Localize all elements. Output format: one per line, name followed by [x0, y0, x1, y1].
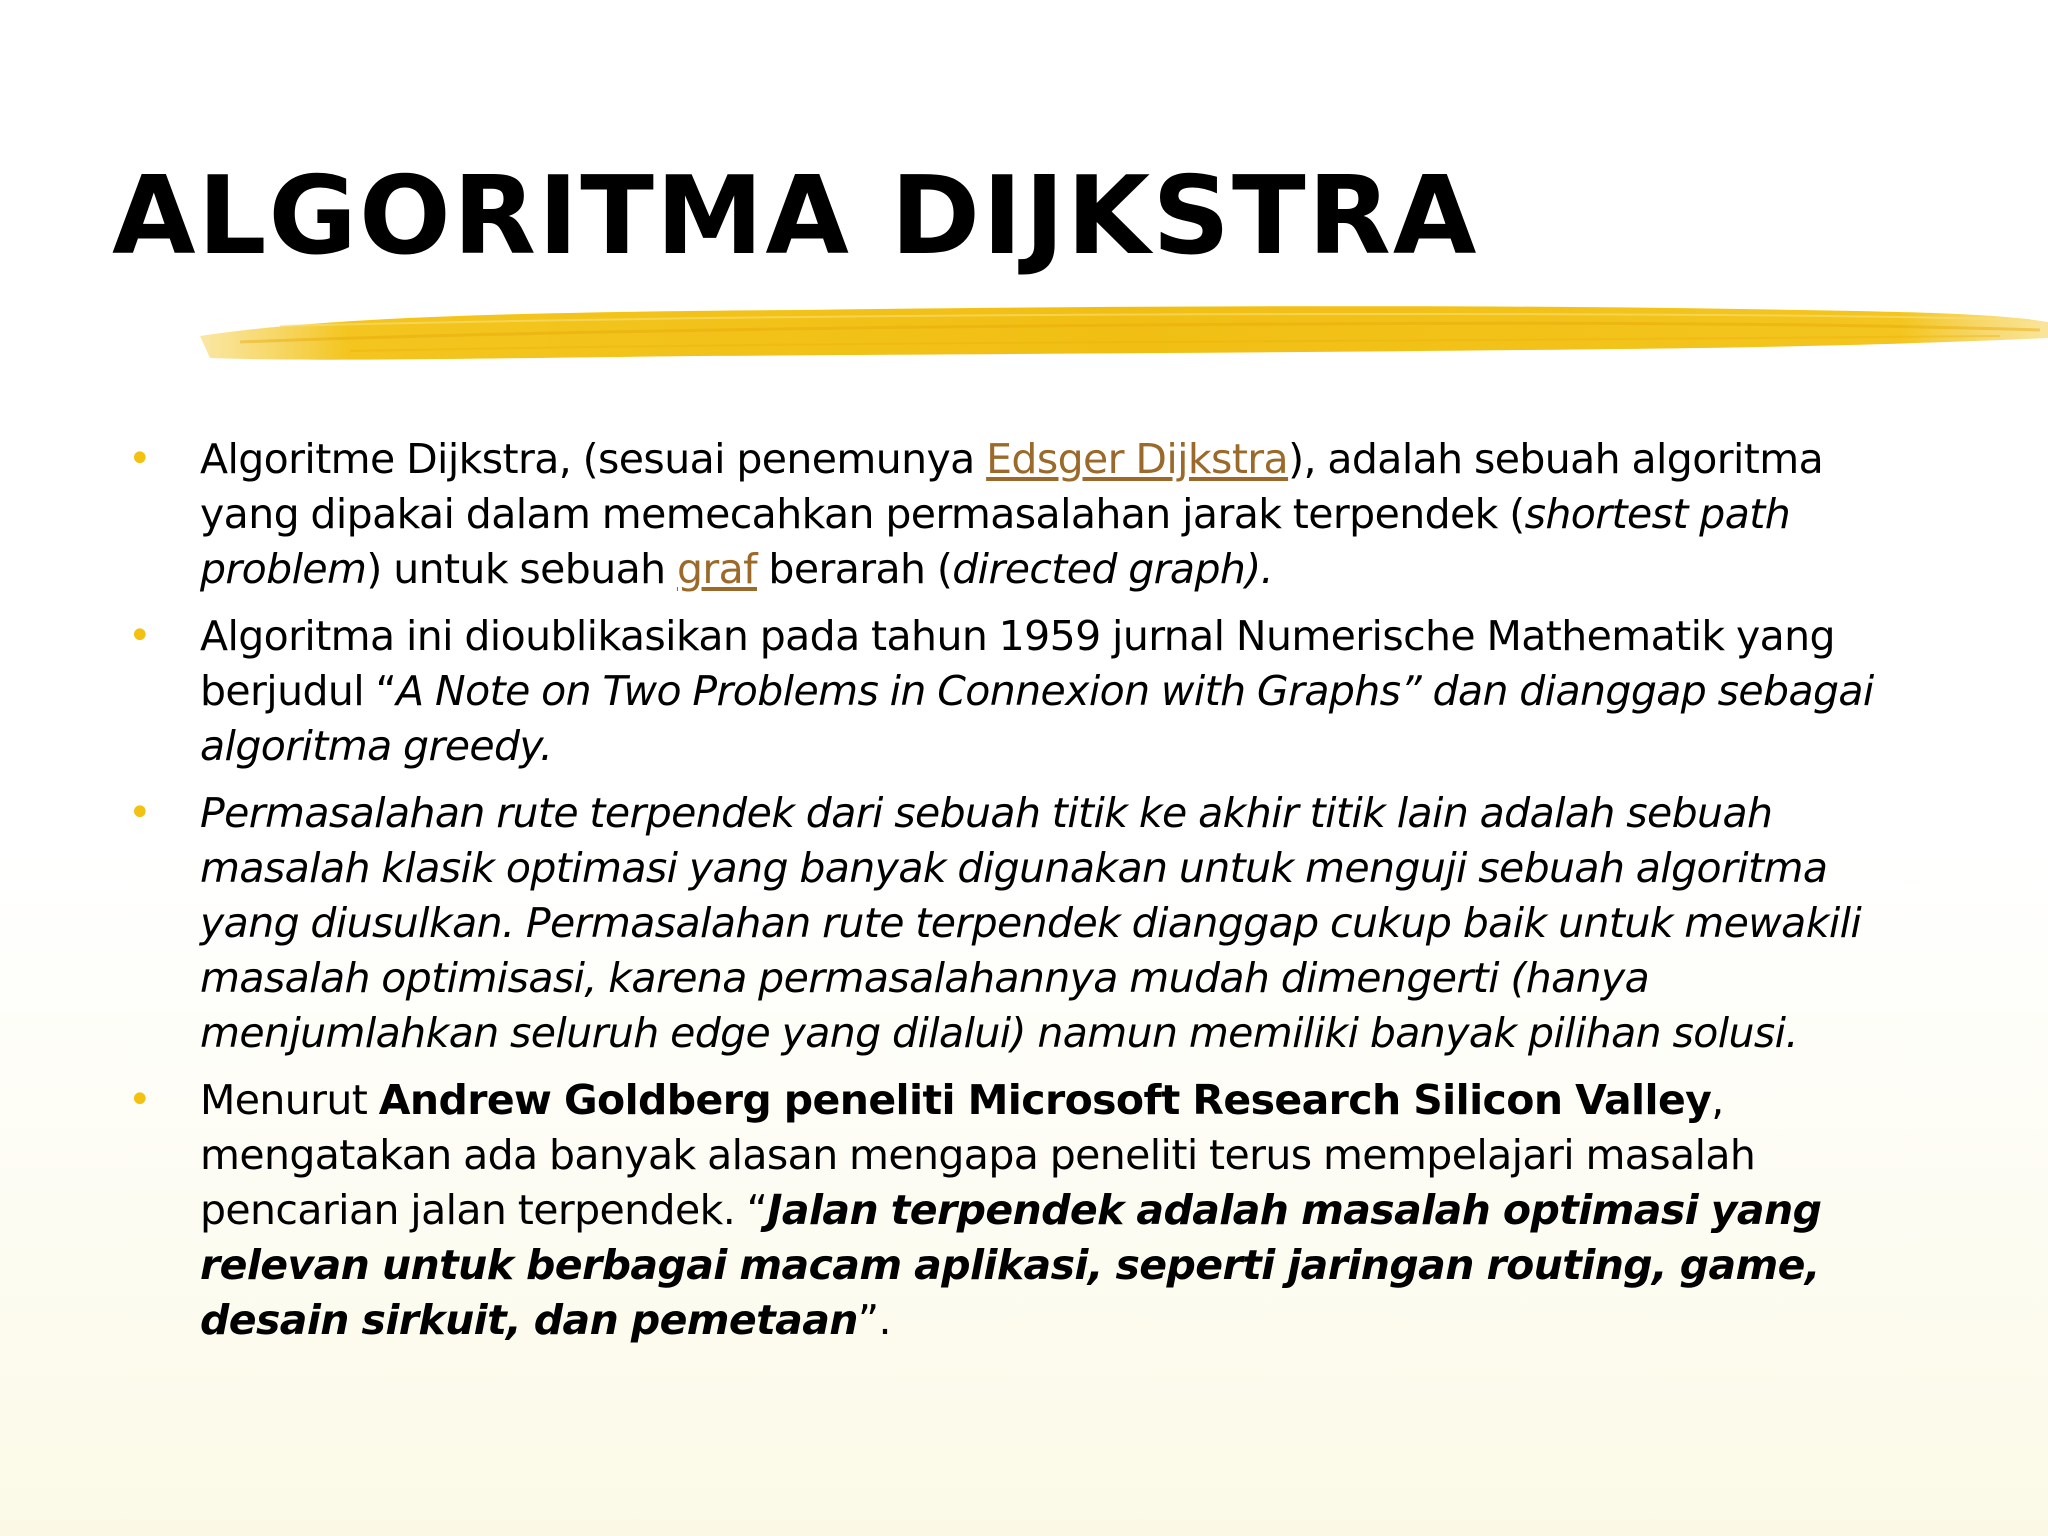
link-graf[interactable]: graf — [676, 545, 757, 593]
bullet-1-italic-1: shortest path problem — [200, 490, 1791, 593]
bullet-4-bold-1: Andrew Goldberg peneliti Microsoft Research Silicon Valley — [378, 1076, 1712, 1124]
slide-title: ALGORITMA DIJKSTRA — [112, 154, 1479, 279]
bullet-2-italic-1: A Note on Two Problems in Connexion with Graphs” dan dianggap sebagai algoritma greedy. — [200, 667, 1874, 770]
bullet-icon: • — [128, 790, 151, 836]
bullet-4-bold-italic-1: Jalan terpendek adalah masalah optimasi yang relevan untuk berbagai macam aplikasi, seperti jaringan routing, game, desain sirkuit, dan pemetaan — [200, 1186, 1822, 1344]
bullet-1-text-4: berarah ( — [756, 545, 953, 593]
bullet-icon: • — [128, 436, 151, 482]
bullet-item-3 — [120, 786, 1910, 1061]
bullet-item-2 — [120, 609, 1910, 774]
highlighter-stroke — [200, 296, 2048, 376]
bullet-4-text-3: ”. — [857, 1296, 891, 1344]
bullet-1-text-1: Algoritme Dijkstra, (sesuai penemunya — [200, 435, 987, 483]
bullet-icon: • — [128, 1077, 151, 1123]
bullet-1-text-2: ), adalah sebuah algoritma yang dipakai dalam memecahkan permasalahan jarak terpendek ( — [200, 435, 1824, 538]
bullet-2-text-1: Algoritma ini dioublikasikan pada tahun 1959 jurnal Numerische Mathematik yang berjudul “ — [200, 612, 1835, 715]
bullet-3-italic-1: Permasalahan rute terpendek dari sebuah titik ke akhir titik lain adalah sebuah masalah klasik optimasi yang banyak digunakan untuk menguji sebuah algoritma yang diusulkan. Permasalahan rute terpendek dianggap cukup baik untuk mewakili masalah optimisasi, karena permasalahannya mudah dimengerti (hanya menjumlahkan seluruh edge yang dilalui) namun memiliki banyak pilihan solusi. — [200, 789, 1862, 1057]
bullet-list — [120, 432, 1910, 1360]
bullet-item-4 — [120, 1073, 1910, 1348]
bullet-4-text-1: Menurut — [200, 1076, 379, 1124]
bullet-icon: • — [128, 613, 151, 659]
bullet-1-italic-2: directed graph). — [952, 545, 1274, 593]
bullet-4-text-2: , mengatakan ada banyak alasan mengapa peneliti terus mempelajari masalah pencarian jalan terpendek. “ — [200, 1076, 1756, 1234]
link-edsger-dijkstra[interactable]: Edsger Dijkstra — [986, 435, 1289, 483]
bullet-item-1 — [120, 432, 1910, 597]
bullet-1-text-3: ) untuk sebuah — [366, 545, 677, 593]
